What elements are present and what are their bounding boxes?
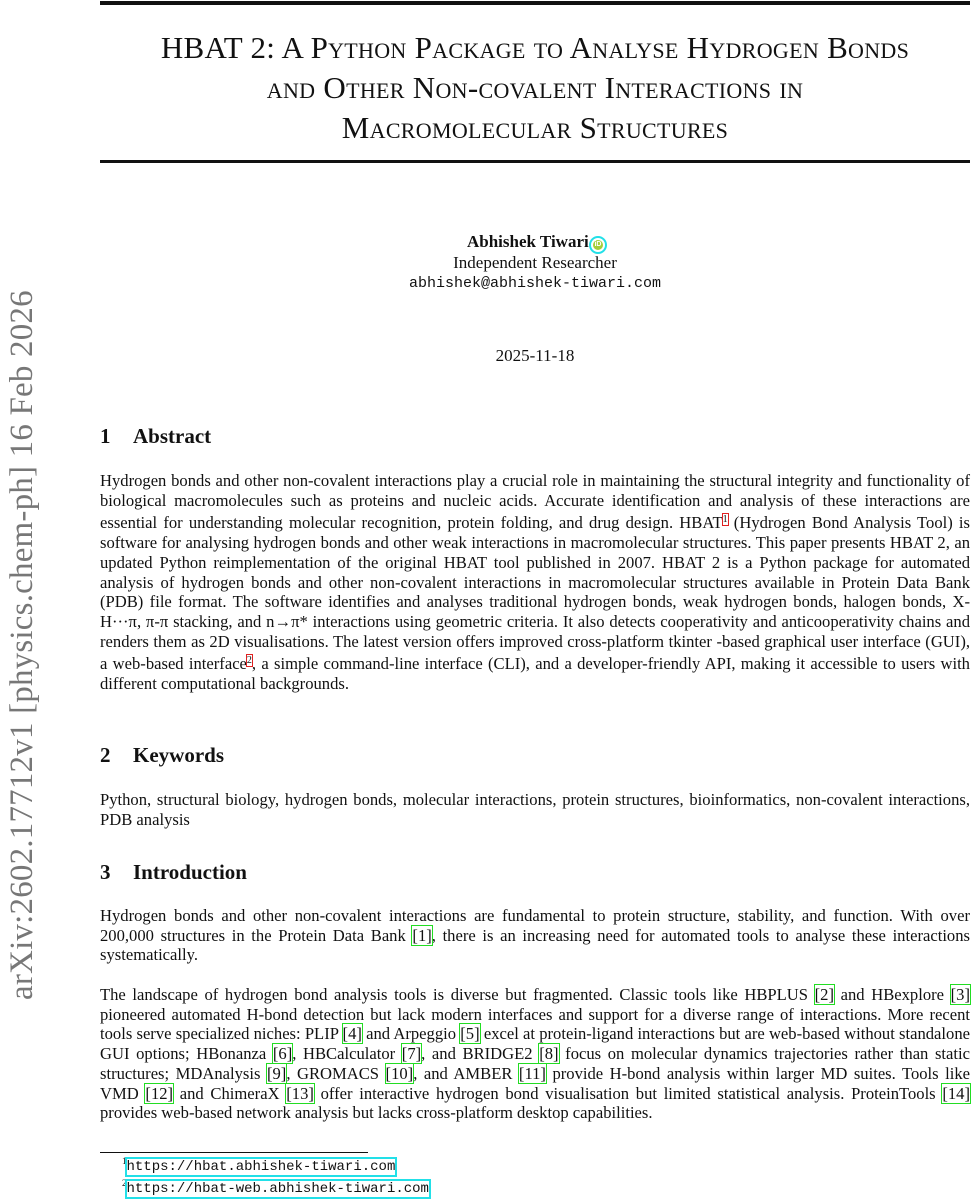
title-line: and Other Non-covalent Interactions in (266, 70, 804, 105)
title-line: Macromolecular Structures (341, 110, 729, 145)
title-bottom-rule (100, 160, 970, 163)
text-run: provide H-bond analysis within larger MD suites. Tools like VMD (100, 1063, 971, 1103)
text-run: , and AMBER (413, 1063, 519, 1083)
section-heading-keywords: 2 Keywords (100, 743, 224, 767)
orcid-icon[interactable]: iD (594, 241, 602, 248)
citation-link[interactable]: [14] (942, 1083, 970, 1103)
top-rule (100, 1, 970, 5)
citation-link[interactable]: [7] (401, 1044, 422, 1064)
text-run: (Hydrogen Bond Analysis Tool) is software for analysing hydrogen bonds and other weak interactions in macromolecular structures. This paper presents HBAT 2, an updated Python reimplementation of the original HBAT tool published in 2007. HBAT 2 is a Python package for automated analysis of hydrogen bonds and other non-covalent interactions in macromolecular structures available in Protein Data Bank (PDB) file format. The software identifies and analyses traditional hydrogen bonds, weak hydrogen bonds, halogen bonds, X-H···π, π-π stacking, and n→π* interactions using geometric criteria. It also detects cooperativity and anticooperativity chains and renders them as 2D visualisations. The latest version offers improved cross-platform tkinter -based graphical user interface (GUI), a web-based interface (100, 513, 970, 674)
footnote-link[interactable]: https://hbat.abhishek-tiwari.com (126, 1158, 396, 1175)
citation-link[interactable]: [9] (266, 1063, 287, 1083)
abstract-paragraph (100, 471, 970, 694)
paper-title (100, 28, 970, 148)
text-run: pioneered automated H-bond detection but lack modern interfaces and support for a diverse range of interactions. More recent tools serve specialized niches: PLIP (100, 1004, 970, 1044)
paper-date: 2025-11-18 (495, 346, 575, 365)
text-run: , and BRIDGE2 (421, 1044, 540, 1064)
citation-link[interactable]: [11] (518, 1063, 546, 1083)
citation-link[interactable]: [6] (272, 1044, 293, 1064)
footnote-ref-link[interactable]: 1 (722, 514, 728, 526)
text-run: and ChimeraX (173, 1083, 287, 1103)
author-email: abhishek@abhishek-tiwari.com (408, 275, 662, 292)
author-block (100, 232, 970, 292)
text-run: , HBCalculator (292, 1044, 402, 1064)
citation-link[interactable]: [4] (342, 1024, 362, 1044)
citation-link[interactable]: [1] (412, 925, 432, 945)
text-run: offer interactive hydrogen bond visualisation but limited statistical analysis. ProteinTools (313, 1083, 943, 1103)
text-run: provides web-based network analysis but lacks cross-platform desktop capabilities. (100, 1103, 653, 1123)
author-name: Abhishek Tiwari (467, 232, 589, 251)
citation-link[interactable]: [10] (385, 1063, 414, 1083)
title-line: HBAT 2: A Python Package to Analyse Hydrogen Bonds (160, 30, 910, 65)
text-run: and HBexplore (834, 985, 951, 1004)
text-run: , there is an increasing need for automated tools to analyse these interactions systematically. (100, 925, 970, 965)
footnote-link[interactable]: https://hbat-web.abhishek-tiwari.com (126, 1180, 429, 1197)
section-heading-introduction: 3 Introduction (100, 860, 247, 884)
keywords-paragraph (100, 790, 970, 829)
text-run: excel at protein-ligand interactions but are web-based without standalone GUI options; HBonanza (100, 1024, 970, 1064)
arxiv-side-stamp: arXiv:2602.17712v1 [physics.chem-ph] 16 Feb 2026 (4, 290, 40, 1000)
text-run: , GROMACS (286, 1063, 386, 1083)
text-run: focus on molecular dynamics trajectories rather than static structures; MDAnalysis (100, 1044, 970, 1083)
footnote-rule (100, 1152, 368, 1153)
intro-paragraph-2 (100, 985, 970, 1123)
citation-link[interactable]: [13] (286, 1083, 314, 1103)
citation-link[interactable]: [3] (950, 985, 971, 1004)
text-run: Hydrogen bonds and other non-covalent interactions are fundamental to protein structure, stability, and function. With over 200,000 structures in the Protein Data Bank (100, 906, 970, 945)
citation-link[interactable]: [8] (539, 1044, 559, 1064)
section-heading-abstract: 1 Abstract (100, 424, 212, 448)
footnote-2: $^2$https://hbat-web.abhishek-tiwari.com (122, 1178, 429, 1197)
author-affiliation: Independent Researcher (453, 253, 617, 272)
citation-link[interactable]: [12] (145, 1083, 174, 1103)
citation-link[interactable]: [2] (814, 985, 834, 1004)
text-run: Hydrogen bonds and other non-covalent interactions play a crucial role in maintaining the structural integrity and functionality of biological macromolecules such as proteins and nucleic acids. Accurate identification and analysis of these interactions are essential for understanding molecular recognition, protein folding, and drug design. HBAT (100, 471, 970, 533)
text-run: Python, structural biology, hydrogen bonds, molecular interactions, protein structures, bioinformatics, non-covalent interactions, PDB analysis (100, 790, 970, 829)
footnote-ref-link[interactable]: 2 (246, 655, 252, 667)
citation-link[interactable]: [5] (460, 1024, 480, 1044)
footnote-1: $^1$https://hbat.abhishek-tiwari.com (122, 1156, 396, 1175)
text-run: , a simple command-line interface (CLI), and a developer-friendly API, making it accessible to users with different computational backgrounds. (100, 654, 970, 694)
text-run: The landscape of hydrogen bond analysis tools is diverse but fragmented. Classic tools like HBPLUS (100, 985, 815, 1004)
text-run: and Arpeggio (361, 1024, 461, 1044)
intro-paragraph-1 (100, 906, 970, 965)
